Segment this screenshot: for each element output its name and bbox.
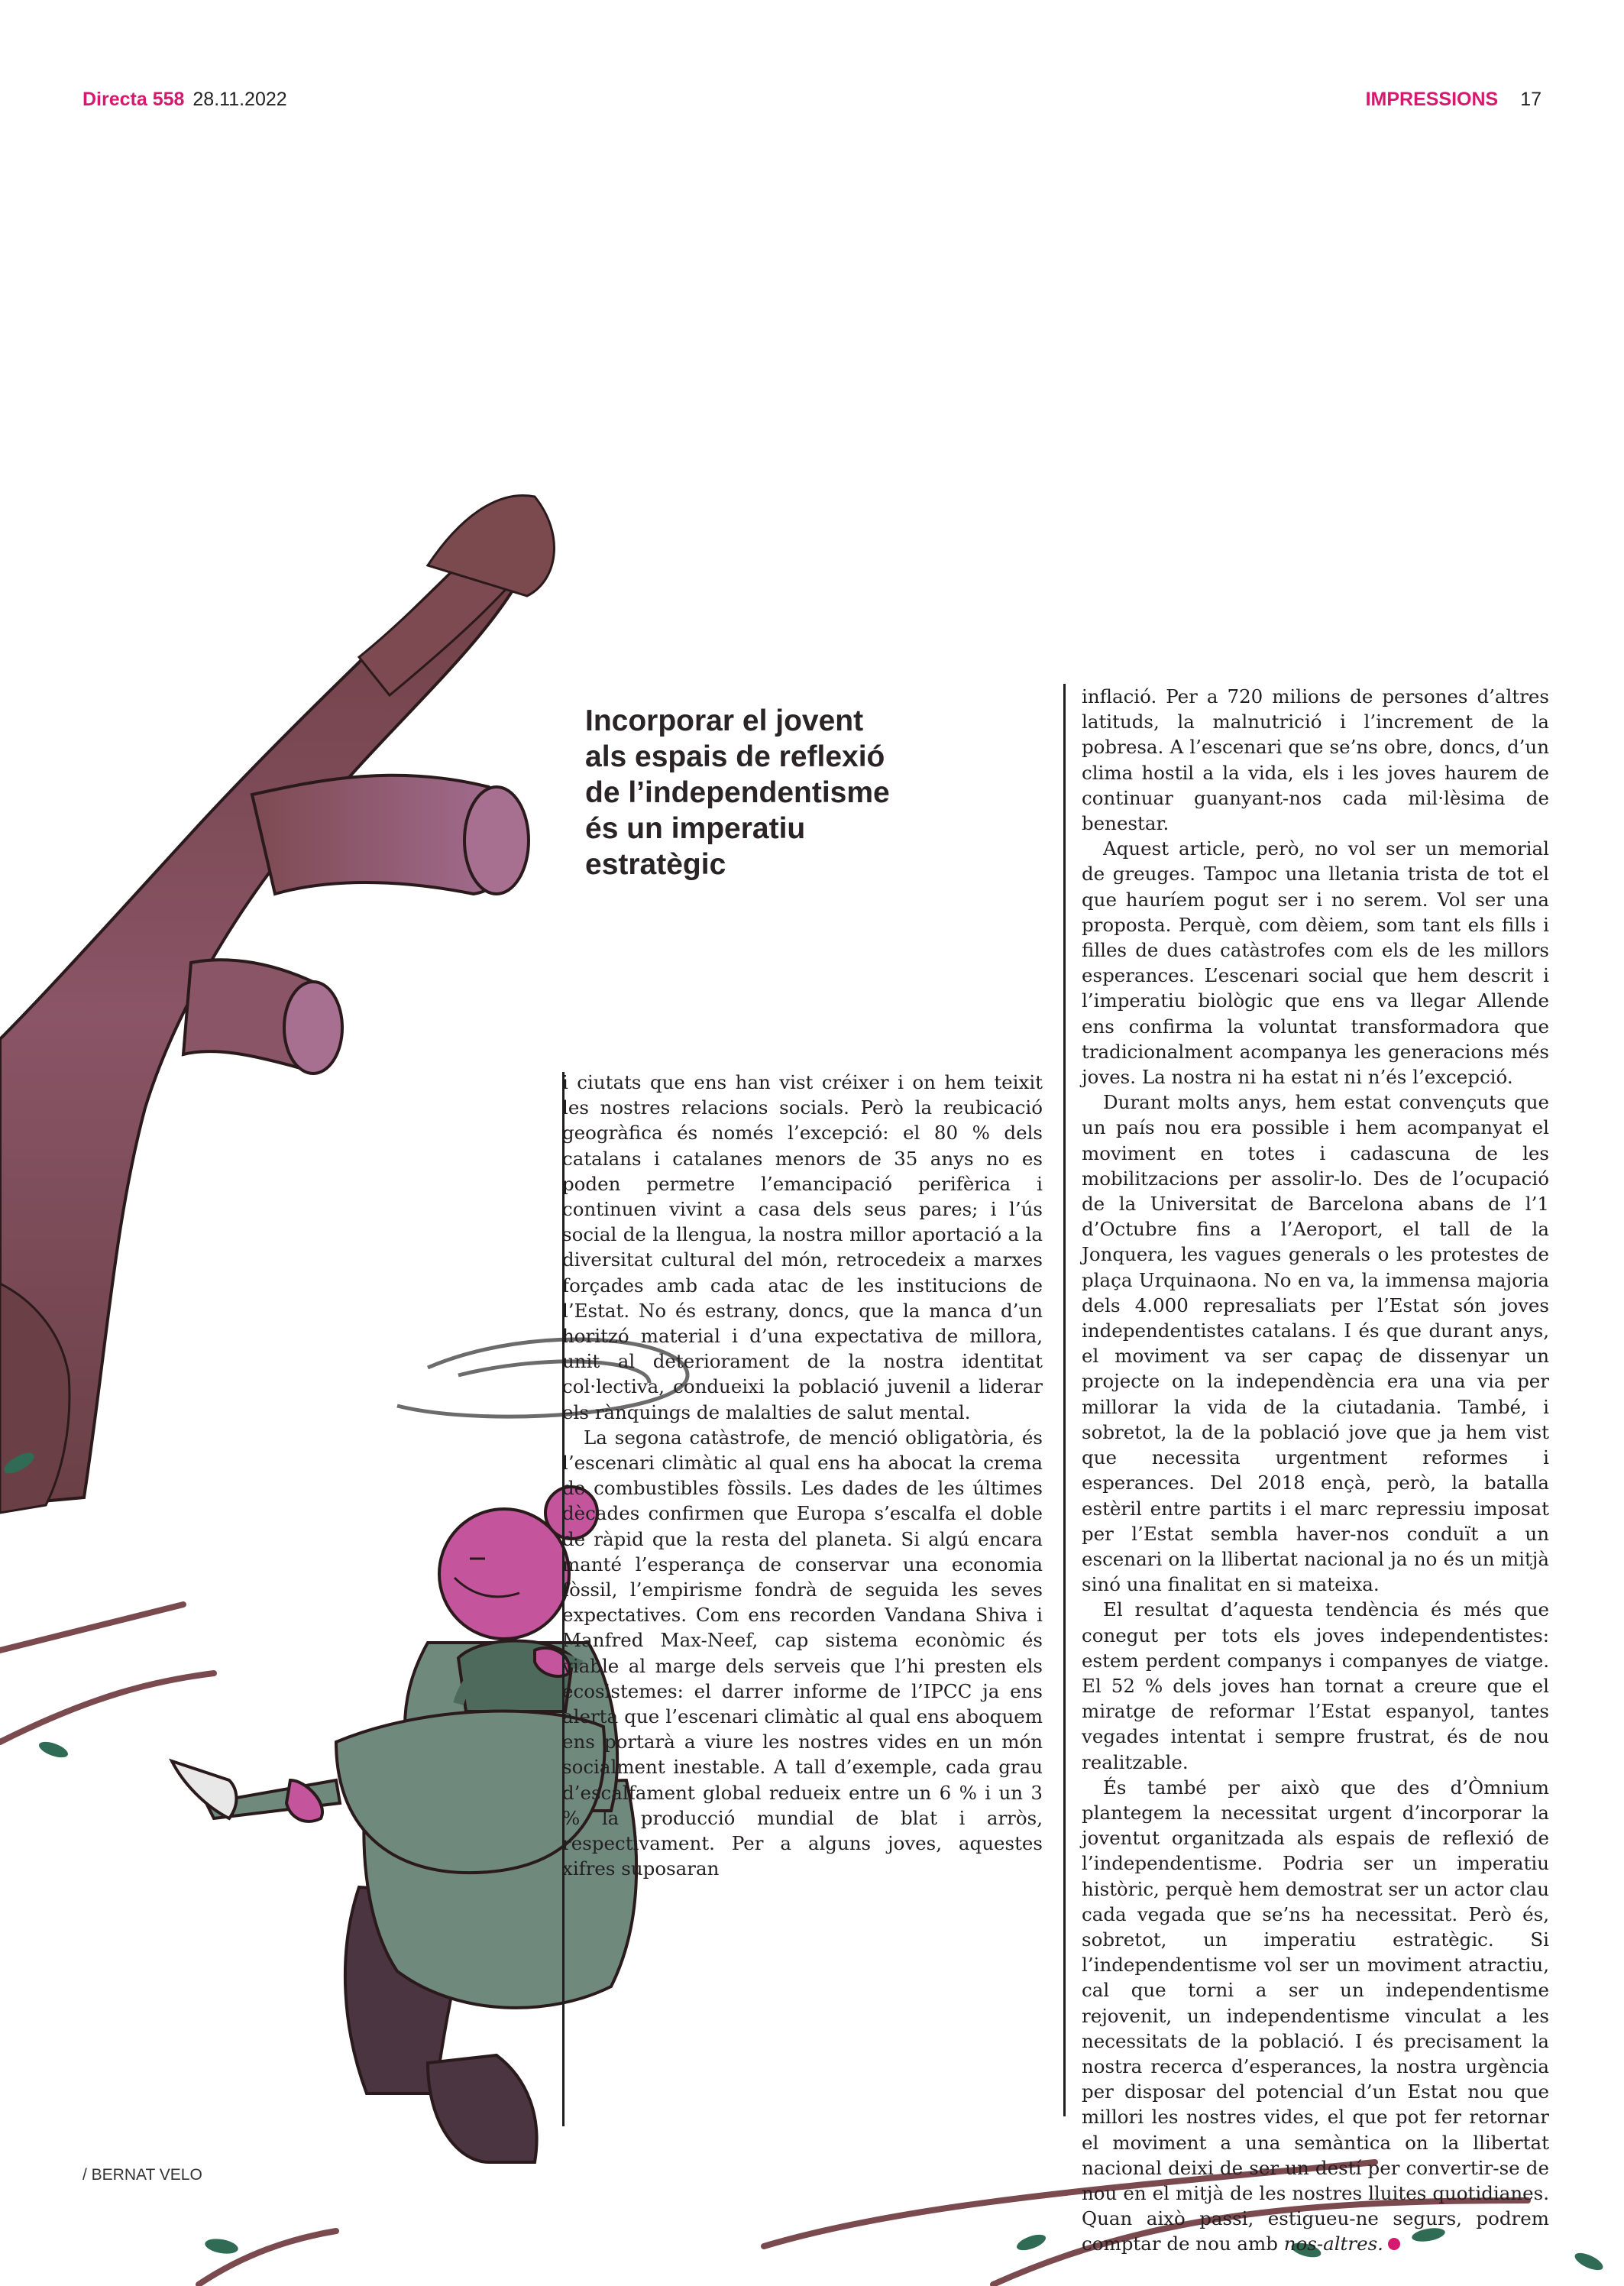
end-mark bbox=[1388, 2238, 1400, 2250]
page-number: 17 bbox=[1520, 89, 1542, 110]
article-column-1 bbox=[562, 1070, 1043, 1882]
paragraph: Aquest article, però, no vol ser un memorial de greuges. Tampoc una lletania trista de tot el que hauríem pogut ser i no serem. Vol ser una proposta. Perquè, com dèiem, som tant els fills i filles de dues catàstrofes com els de les millors esperances. L’escenari social que hem descrit i l’imperatiu biològic que ens va llegar Allende ens confirma la voluntat transformadora que tradicionalment acompanya les generacions més joves. La nostra ni ha estat ni n’és l’excepció. bbox=[1082, 837, 1549, 1089]
tree-trunk bbox=[0, 495, 554, 1513]
article-column-2 bbox=[1082, 684, 1549, 2257]
paragraph: i ciutats que ens han vist créixer i on hem teixit les nostres relacions socials. Però la reubicació geogràfica és només l’excepció: el 80 % dels catalans i catalanes menors de 35 anys no es poden permetre l’emancipació perifèrica i continuen vivint a casa dels seus pares; i l’ús social de la llengua, la nostra millor aportació a la diversitat cultural del món, retrocedeix a marxes forçades amb cada atac de les institucions de l’Estat. No és estrany, doncs, que la manca d’un horitzó material i d’una expectativa de millora, unit al deteriorament de la nostra identitat col·lectiva, condueixi la població juvenil a liderar els rànquings de malalties de salut mental. bbox=[562, 1071, 1043, 1423]
article-headline: Incorporar el jovent als espais de reflexió de l’independentisme és un imperatiu estratègic bbox=[585, 704, 890, 881]
paragraph: inflació. Per a 720 milions de persones d’altres latituds, la malnutrició i l’increment de la pobresa. A l’escenari que se’ns obre, doncs, d’un clima hostil a la vida, els i les joves haurem de continuar guanyant-nos cada mil·lèsima de benestar. bbox=[1082, 685, 1549, 835]
paragraph-final bbox=[1082, 1775, 1549, 2257]
magazine-brand: Directa 558 bbox=[82, 89, 185, 110]
paragraph: Durant molts anys, hem estat convençuts que un país nou era possible i hem acompanyat el moviment en totes i cadascuna de les mobilitzacions per assolir-lo. Des de l’ocupació de la Universitat de Barcelona abans de l’1 d’Octubre fins a l’Aeroport, el tall de la Jonquera, les vagues generals o les protestes de plaça Urquinaona. No en va, la immensa majoria dels 4.000 represaliats per l’Estat són joves independentistes catalans. I és que durant anys, el moviment va ser capaç de dissenyar un projecte on la independència era una via per millorar la vida de la ciutadania. També, i sobretot, la de la població jove que ja hem vist que necessita urgentment reformes i esperances. Del 2018 ençà, però, la batalla estèril entre partits i el marc repressiu imposat per l’Estat sembla haver-nos conduït a un escenari on la llibertat nacional ja no és un mitjà sinó una finalitat en si mateixa. bbox=[1082, 1091, 1549, 1596]
final-paragraph-text: És també per això que des d’Òmnium plantegem la necessitat urgent d’incorporar la joventut organitzada als espais de reflexió de l’independentisme. Podria ser un imperatiu històric, perquè hem demostrat ser un actor clau cada vegada que se’ns ha necessitat. Però és, sobretot, un imperatiu estratègic. Si l’independentisme vol ser un moviment atractiu, cal que torni a ser un independentisme rejovenit, un independentisme vinculat a les necessitats de la població. I és precisament la nostra recerca d’esperances, la nostra urgència per disposar del potencial d’un Estat nou que millori les nostres vides, el que pot fer retornar el moviment a una semàntica on la llibertat nacional deixi de ser un destí per convertir-se de nou en el mitjà de les nostres lluites quotidianes. Quan això passi, estigueu-ne segurs, podrem comptar de nou amb bbox=[1082, 1776, 1549, 2255]
paragraph: La segona catàstrofe, de menció obligatòria, és l’escenari climàtic al qual ens ha abocat la crema de combustibles fòssils. Les dades de les últimes dècades confirmen que Europa s’escalfa el doble de ràpid que la resta del planeta. Si algú encara manté l’esperança de conservar una economia fòssil, l’empirisme fondrà de seguida les seves expectatives. Com ens recorden Vandana Shiva i Manfred Max-Neef, cap sistema econòmic és viable al marge dels serveis que l’hi presten els ecosistemes: el darrer informe de l’IPCC ja ens alerta que l’escenari climàtic al qual ens aboquem ens portarà a viure les nostres vides en un món socialment inestable. A tall d’exemple, cada grau d’escalfament global redueix entre un 6 % i un 3 % la producció mundial de blat i arròs, respectivament. Per a alguns joves, aquestes xifres suposaran bbox=[562, 1426, 1043, 1880]
column-rule-right bbox=[1063, 684, 1066, 2116]
issue-date: 28.11.2022 bbox=[192, 89, 287, 110]
section-name: IMPRESSIONS bbox=[1365, 89, 1499, 110]
illustration-credit: / BERNAT VELO bbox=[82, 2166, 202, 2184]
paragraph: El resultat d’aquesta tendència és més que conegut per tots els joves independentistes: estem perdent companys i companyes de viatge. El 52 % dels joves han tornat a creure que el miratge de reformar l’Estat espanyol, tantes vegades intentat i sempre frustrat, és de nou realitzable. bbox=[1082, 1598, 1549, 1773]
closing-italic: nos-altres. bbox=[1283, 2233, 1383, 2255]
